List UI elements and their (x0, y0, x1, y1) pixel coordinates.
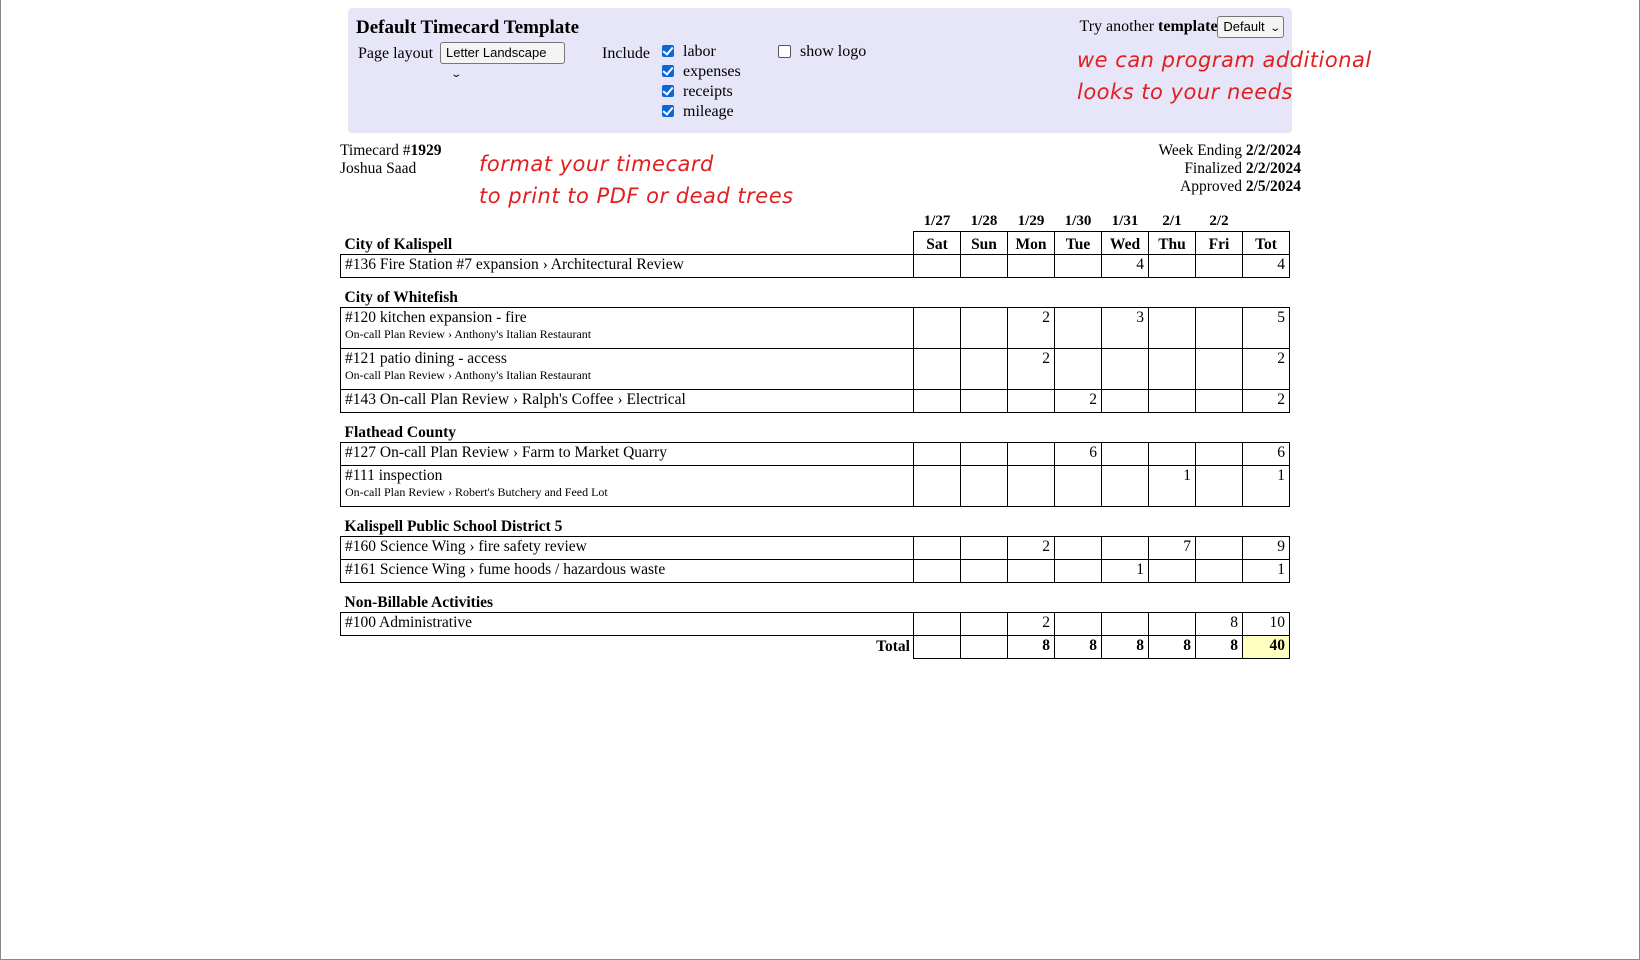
table-row (341, 560, 1290, 583)
item-title: #143 On-call Plan Review › Ralph's Coffee › Electrical (345, 391, 686, 408)
hours-cell (1008, 390, 1055, 413)
hours-cell (1196, 308, 1243, 349)
row-total-cell: 1 (1243, 560, 1290, 583)
date-header: 2/2 (1209, 212, 1229, 229)
day-total-cell: 8 (1008, 636, 1055, 659)
template-select-value: Default (1223, 19, 1265, 34)
item-description (341, 349, 914, 390)
table-row (341, 466, 1290, 507)
day-name-header: Thu (1149, 232, 1196, 255)
item-description (341, 255, 914, 278)
day-total-cell: 8 (1055, 636, 1102, 659)
item-description (341, 390, 914, 413)
hours-cell (961, 308, 1008, 349)
item-subtitle: On-call Plan Review › Robert's Butchery and Feed Lot (345, 485, 608, 499)
show-logo-checkbox[interactable] (778, 42, 866, 62)
group-header-row (341, 413, 1290, 443)
row-total-cell: 2 (1243, 349, 1290, 390)
hours-cell (1102, 537, 1149, 560)
date-header: 1/28 (970, 212, 998, 229)
hours-cell (914, 560, 961, 583)
hours-cell (961, 390, 1008, 413)
hours-cell (1008, 443, 1055, 466)
hours-cell: 2 (1008, 308, 1055, 349)
hours-cell (1196, 537, 1243, 560)
template-title: Default Timecard Template (356, 17, 580, 38)
hours-cell (1055, 560, 1102, 583)
item-subtitle: On-call Plan Review › Anthony's Italian Restaurant (345, 368, 592, 382)
week-ending-value: 2/2/2024 (1245, 142, 1301, 159)
hours-cell (1149, 390, 1196, 413)
hours-cell (914, 537, 961, 560)
item-subtitle: On-call Plan Review › Anthony's Italian Restaurant (345, 327, 592, 341)
item-title: #120 kitchen expansion - fire (345, 309, 527, 326)
expenses-checkbox[interactable] (662, 62, 741, 82)
timecard-number-value: 1929 (410, 142, 442, 159)
day-total-cell: 8 (1102, 636, 1149, 659)
page-layout-select[interactable] (440, 42, 565, 80)
hours-cell: 2 (1008, 537, 1055, 560)
hours-cell (961, 560, 1008, 583)
blank-header-cell (1243, 211, 1290, 232)
hours-cell (1149, 255, 1196, 278)
hours-cell (1196, 255, 1243, 278)
day-total-cell: 8 (1196, 636, 1243, 659)
item-description (341, 613, 914, 636)
hours-cell (961, 443, 1008, 466)
hours-cell (1008, 466, 1055, 507)
hours-cell (1055, 349, 1102, 390)
date-header: 2/1 (1162, 212, 1182, 229)
approved-date (1158, 178, 1301, 196)
item-description (341, 308, 914, 349)
hours-cell (1102, 443, 1149, 466)
item-title: #161 Science Wing › fume hoods / hazardous waste (345, 561, 666, 578)
checkbox-unchecked-icon[interactable] (778, 45, 791, 58)
week-ending (1158, 142, 1301, 160)
item-title: #111 inspection (345, 467, 443, 484)
approved-label: Approved (1180, 178, 1246, 195)
timecard-number (340, 142, 441, 160)
hours-cell (1102, 466, 1149, 507)
program-looks-note (1077, 44, 1372, 108)
group-name: City of Whitefish (344, 289, 458, 306)
hours-cell (1149, 349, 1196, 390)
finalized-label: Finalized (1184, 160, 1246, 177)
day-name-header: Sat (914, 232, 961, 255)
row-total-cell: 6 (1243, 443, 1290, 466)
checkbox-checked-icon[interactable] (662, 45, 674, 57)
hours-cell: 3 (1102, 308, 1149, 349)
page-layout-label: Page layout (358, 45, 434, 62)
mileage-label: mileage (683, 103, 734, 120)
table-row (341, 255, 1290, 278)
hours-cell (914, 390, 961, 413)
date-header-row (341, 211, 1290, 232)
row-total-cell: 9 (1243, 537, 1290, 560)
group-header-row (341, 507, 1290, 537)
hours-cell (1149, 443, 1196, 466)
employee-name: Joshua Saad (340, 160, 417, 177)
hours-cell (914, 308, 961, 349)
program-note-line1: we can program additional (1077, 48, 1372, 72)
hours-cell (1196, 349, 1243, 390)
table-row (341, 537, 1290, 560)
hours-cell: 4 (1102, 255, 1149, 278)
hours-cell (961, 255, 1008, 278)
mileage-checkbox[interactable] (662, 102, 734, 122)
hours-cell (914, 443, 961, 466)
item-description (341, 537, 914, 560)
date-header: 1/30 (1064, 212, 1092, 229)
item-title: #100 Administrative (345, 614, 473, 631)
hours-cell (961, 466, 1008, 507)
row-total-cell: 10 (1243, 613, 1290, 636)
item-title: #127 On-call Plan Review › Farm to Market Quarry (345, 444, 667, 461)
hours-cell (1055, 613, 1102, 636)
grand-total-cell: 40 (1243, 636, 1290, 659)
hours-cell (1196, 560, 1243, 583)
day-total-cell (914, 636, 961, 659)
item-description (341, 466, 914, 507)
table-row (341, 308, 1290, 349)
table-row (341, 349, 1290, 390)
item-description (341, 560, 914, 583)
hours-cell (914, 466, 961, 507)
day-name-header: Wed (1102, 232, 1149, 255)
checkbox-checked-icon[interactable] (662, 65, 674, 77)
table-row (341, 390, 1290, 413)
labor-label: labor (683, 43, 716, 60)
hours-cell (961, 613, 1008, 636)
group-name: City of Kalispell (344, 236, 453, 253)
hours-cell (1149, 613, 1196, 636)
hours-cell (961, 537, 1008, 560)
hours-cell (1055, 466, 1102, 507)
hours-cell (1102, 390, 1149, 413)
hours-cell (1149, 308, 1196, 349)
include-label: Include (602, 45, 650, 62)
hours-cell (914, 613, 961, 636)
day-total-cell (961, 636, 1008, 659)
day-name-header: Tue (1055, 232, 1102, 255)
group-header-row (341, 278, 1290, 308)
day-name-header: Mon (1008, 232, 1055, 255)
hours-cell: 2 (1055, 390, 1102, 413)
hours-cell (1102, 349, 1149, 390)
hours-cell: 8 (1196, 613, 1243, 636)
finalized-date (1158, 160, 1301, 178)
try-another-bold: template (1158, 18, 1218, 35)
chevron-down-icon: ⌄ (450, 69, 463, 80)
finalized-value: 2/2/2024 (1245, 160, 1301, 177)
hours-cell: 2 (1008, 613, 1055, 636)
timecard-header-right (1158, 142, 1301, 196)
hours-cell (961, 349, 1008, 390)
table-row (341, 443, 1290, 466)
hours-cell (1102, 613, 1149, 636)
date-header: 1/27 (923, 212, 951, 229)
hours-cell (1196, 466, 1243, 507)
row-total-cell: 5 (1243, 308, 1290, 349)
hours-cell: 7 (1149, 537, 1196, 560)
receipts-checkbox[interactable] (662, 82, 733, 102)
hours-cell (1008, 255, 1055, 278)
hours-cell: 1 (1102, 560, 1149, 583)
hours-cell: 1 (1149, 466, 1196, 507)
hours-cell (1196, 443, 1243, 466)
timecard-table (340, 211, 1290, 659)
hours-cell (1196, 390, 1243, 413)
checkbox-checked-icon[interactable] (662, 85, 674, 97)
checkbox-checked-icon[interactable] (662, 105, 674, 117)
approved-value: 2/5/2024 (1245, 178, 1301, 195)
hours-cell (1055, 308, 1102, 349)
program-note-line2: looks to your needs (1077, 80, 1293, 104)
row-total-cell: 4 (1243, 255, 1290, 278)
timecard-number-prefix: Timecard # (340, 142, 411, 159)
format-timecard-note (479, 148, 794, 212)
group-name: Non-Billable Activities (344, 594, 494, 611)
group-header-row (341, 583, 1290, 613)
window-border-left (0, 0, 1, 960)
hours-cell (1055, 255, 1102, 278)
group-header-row (341, 232, 1290, 255)
table-row (341, 613, 1290, 636)
date-header: 1/31 (1111, 212, 1139, 229)
item-title: #121 patio dining - access (345, 350, 507, 367)
item-title: #160 Science Wing › fire safety review (345, 538, 587, 555)
week-ending-label: Week Ending (1158, 142, 1246, 159)
hours-cell (914, 349, 961, 390)
day-name-header: Tot (1243, 232, 1290, 255)
day-name-header: Fri (1196, 232, 1243, 255)
hours-cell: 6 (1055, 443, 1102, 466)
page-layout-value: Letter Landscape (446, 45, 547, 60)
hours-cell (1055, 537, 1102, 560)
hours-cell (914, 255, 961, 278)
blank-header-cell (341, 211, 914, 232)
hours-cell (1008, 560, 1055, 583)
try-another-prefix: Try another (1079, 18, 1159, 35)
item-description (341, 443, 914, 466)
group-name: Flathead County (344, 424, 457, 441)
day-total-cell: 8 (1149, 636, 1196, 659)
timecard-header-left (340, 142, 441, 178)
date-header: 1/29 (1017, 212, 1045, 229)
total-row (341, 636, 1290, 659)
group-name: Kalispell Public School District 5 (344, 518, 563, 535)
template-select[interactable] (1217, 16, 1284, 38)
hours-cell (1149, 560, 1196, 583)
labor-checkbox[interactable] (662, 42, 716, 62)
row-total-cell: 2 (1243, 390, 1290, 413)
show-logo-label: show logo (800, 43, 867, 60)
expenses-label: expenses (683, 63, 741, 80)
receipts-label: receipts (683, 83, 733, 100)
item-title: #136 Fire Station #7 expansion › Architectural Review (345, 256, 684, 273)
format-note-line2: to print to PDF or dead trees (479, 184, 794, 208)
try-another-template (1080, 18, 1223, 36)
total-label: Total (876, 638, 910, 656)
chevron-down-icon: ⌄ (1268, 23, 1281, 34)
format-note-line1: format your timecard (479, 152, 714, 176)
hours-cell: 2 (1008, 349, 1055, 390)
day-name-header: Sun (961, 232, 1008, 255)
row-total-cell: 1 (1243, 466, 1290, 507)
